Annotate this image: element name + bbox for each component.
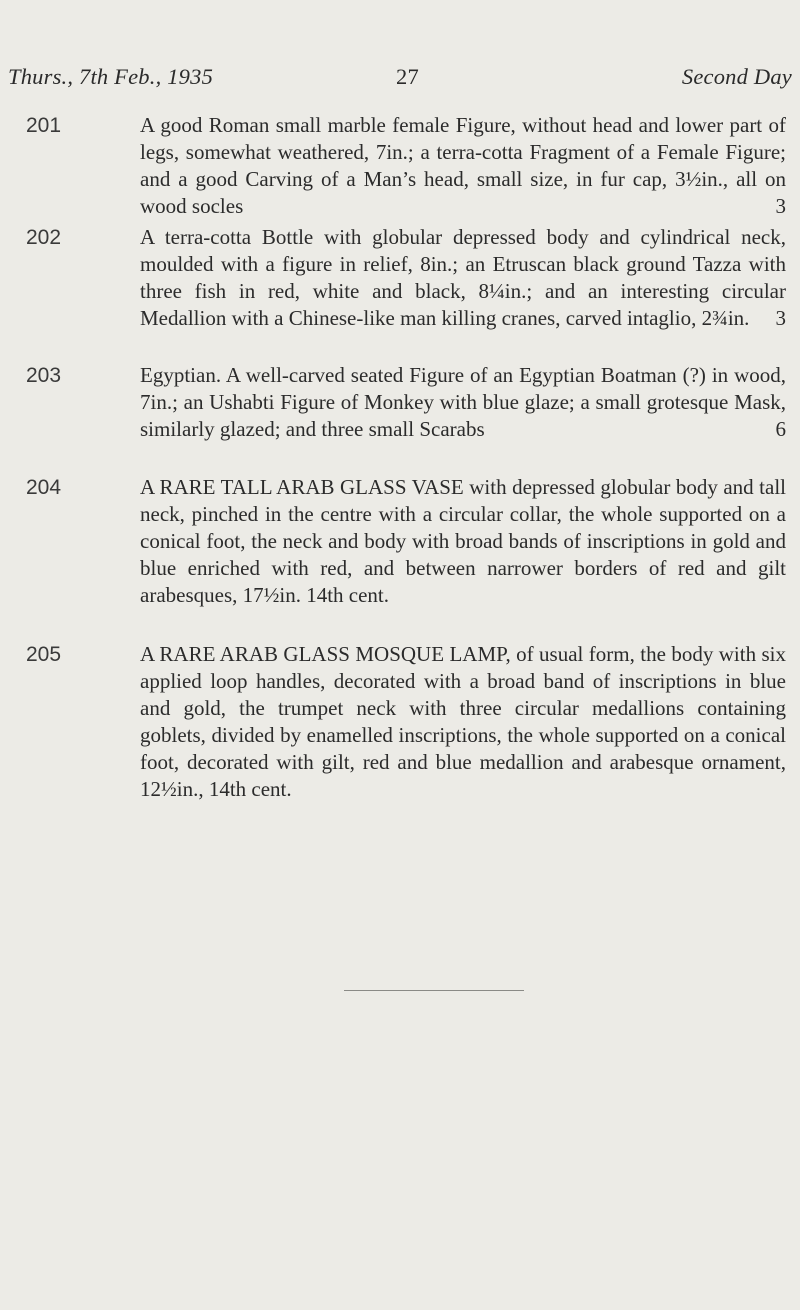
- lot-number: 203: [26, 364, 62, 387]
- lot-description-text: A terra-cotta Bottle with globular depressed body and cylindrical neck, moulded with a figure in relief, 8in.; an Etruscan black ground Tazza with three fish in red, white and black, 8¼in.; and an interesting circular Medallion with a Chinese-like man killing cranes, carved intaglio, 2¾in.: [140, 225, 786, 330]
- lot-description-text: A RARE ARAB GLASS MOSQUE LAMP, of usual form, the body with six applied loop handles, decorated with a broad band of inscriptions in blue and gold, the trumpet neck with three circular medallions containing goblets, divided by enamelled inscriptions, the whole supported on a conical foot, decorated with gilt, red and blue medallion and arabesque ornament, 12½in., 14th cent.: [140, 642, 786, 801]
- lot-quantity: 6: [775, 417, 786, 441]
- sale-date: Thurs., 7th Feb., 1935: [8, 64, 214, 89]
- lot-number: 205: [26, 643, 62, 666]
- lot-entry: [26, 362, 786, 443]
- lot-description-text: A RARE TALL ARAB GLASS VASE with depressed globular body and tall neck, pinched in the centre with a circular collar, the whole supported on a conical foot, the neck and body with broad bands of inscriptions in gold and blue enriched with red, and between narrower borders of red and gilt arabesques, 17½in. 14th cent.: [140, 475, 786, 607]
- lot-number: 202: [26, 226, 62, 249]
- lot-description: [140, 224, 786, 332]
- lot-number: 201: [26, 114, 62, 137]
- lot-quantity: 3: [775, 194, 786, 218]
- lot-quantity: 3: [775, 306, 786, 330]
- lot-description-text: A good Roman small marble female Figure, without head and lower part of legs, somewhat weathered, 7in.; a terra-cotta Fragment of a Female Figure; and a good Carving of a Man’s head, small size, in fur cap, 3½in., all on wood socles: [140, 113, 786, 218]
- lot-entry: [26, 224, 786, 332]
- sale-day: Second Day: [681, 64, 792, 89]
- lot-number: 204: [26, 476, 62, 499]
- page-header: [8, 64, 792, 98]
- page-number: 27: [396, 64, 419, 89]
- lot-description: [140, 112, 786, 220]
- lot-entry: [26, 641, 786, 803]
- lot-entry: [26, 474, 786, 609]
- lot-description: [140, 474, 786, 609]
- lot-description-text: Egyptian. A well-carved seated Figure of an Egyptian Boatman (?) in wood, 7in.; an Ushabti Figure of Monkey with blue glaze; a small grotesque Mask, similarly glazed; and three small Scarabs: [140, 363, 786, 441]
- end-rule: [344, 990, 524, 991]
- lot-description: [140, 362, 786, 443]
- lot-entry: [26, 112, 786, 220]
- lot-description: [140, 641, 786, 803]
